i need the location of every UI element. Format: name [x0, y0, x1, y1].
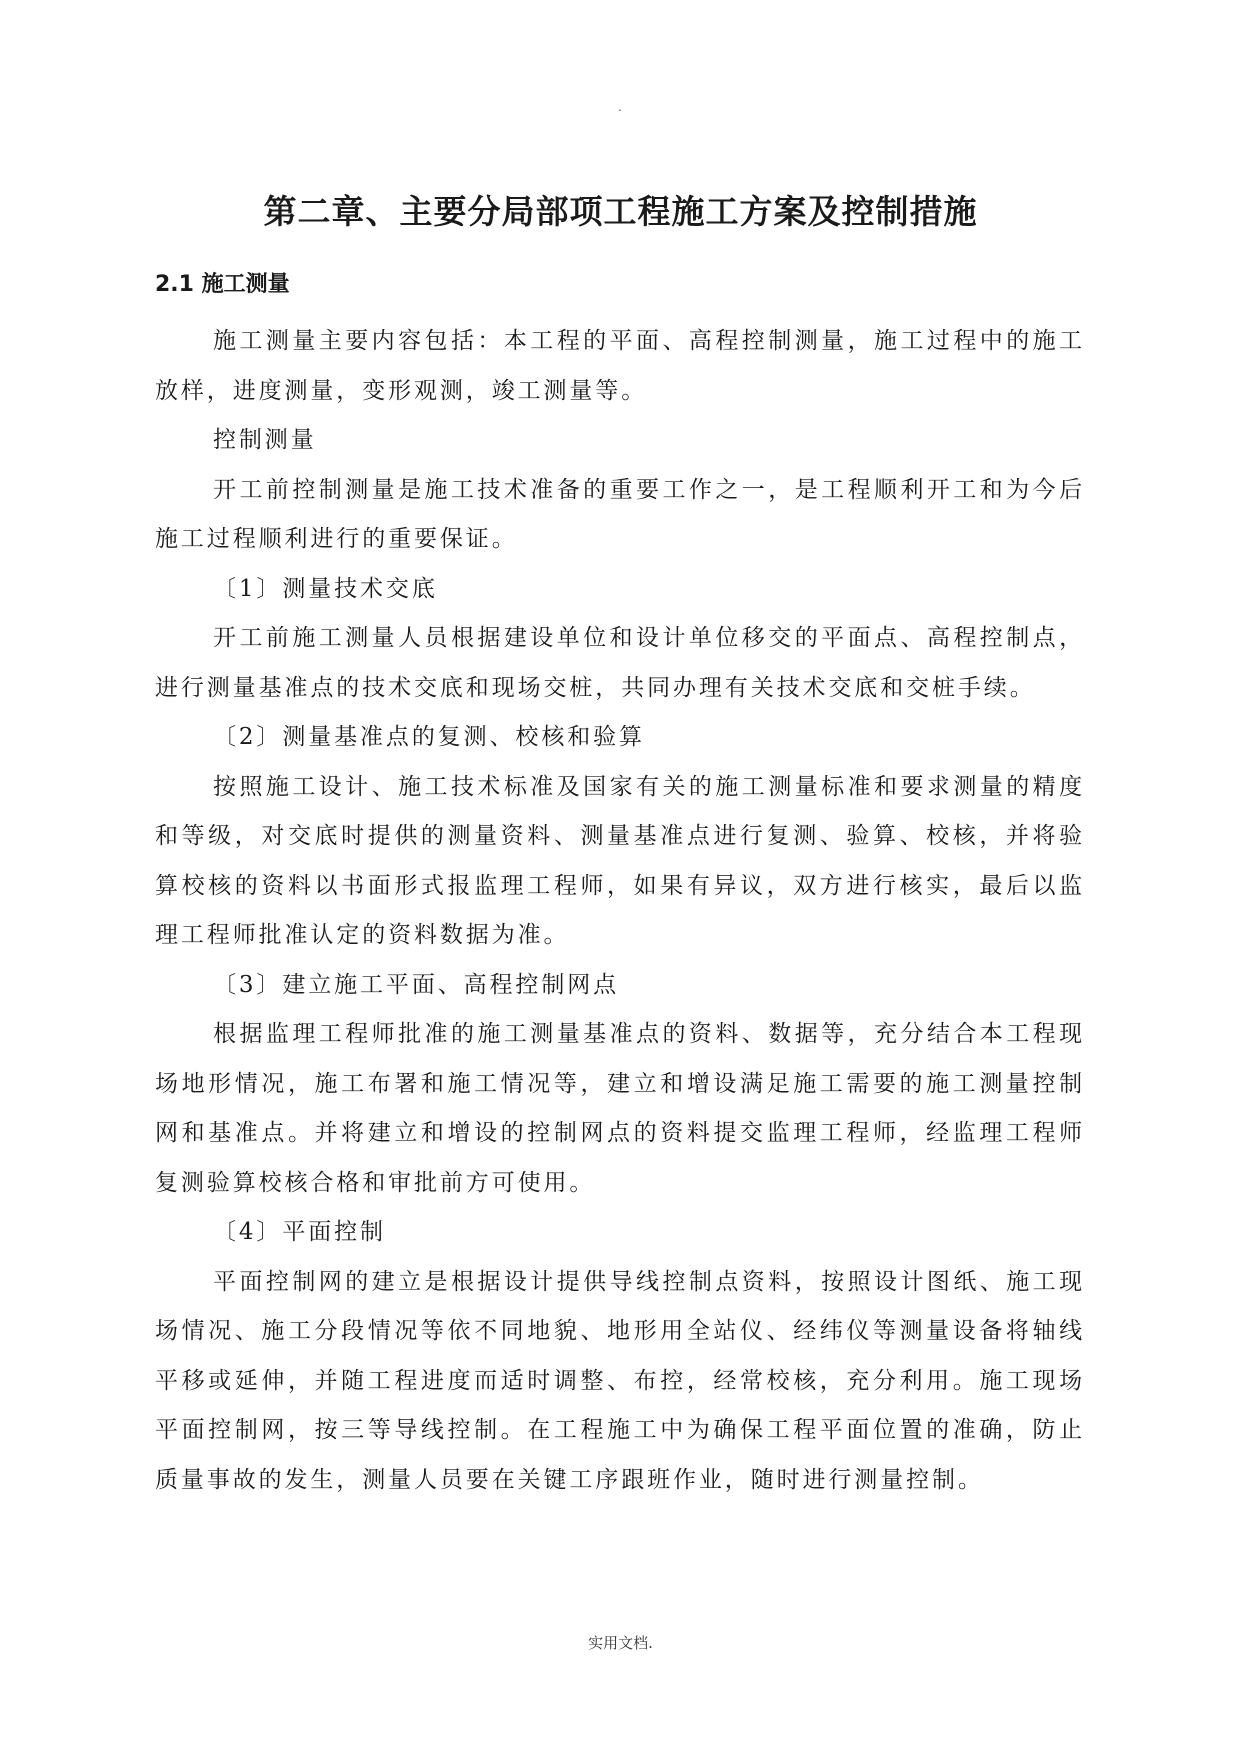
subheading-control-survey: 控制测量 — [213, 427, 317, 453]
paragraph-survey-scope: 施工测量主要内容包括：本工程的平面、高程控制测量，施工过程中的施工放样，进度测量，变形观测，竣工测量等。 — [155, 328, 1085, 404]
page-footer: 实用文档. — [588, 1634, 653, 1652]
subheading-technical-handover: 〔1〕测量技术交底 — [213, 575, 438, 602]
paragraph-benchmark-check: 按照施工设计、施工技术标准及国家有关的施工测量标准和要求测量的精度和等级，对交底时提供的测量资料、测量基准点进行复测、验算、校核，并将验算校核的资料以书面形式报监理工程师，如果有异议，双方进行核实，最后以监理工程师批准认定的资料数据为准。 — [155, 773, 1085, 948]
paragraph-plane-control: 平面控制网的建立是根据设计提供导线控制点资料，按照设计图纸、施工现场情况、施工分段情况等依不同地貌、地形用全站仪、经纬仪等测量设备将轴线平移或延伸，并随工程进度而适时调整、布控，经常校核，充分利用。施工现场平面控制网，按三等导线控制。在工程施工中为确保工程平面位置的准确，防止质量事故的发生，测量人员要在关键工序跟班作业，随时进行测量控制。 — [155, 1268, 1085, 1493]
header-mark: . — [618, 100, 622, 114]
paragraph-technical-handover: 开工前施工测量人员根据建设单位和设计单位移交的平面点、高程控制点，进行测量基准点的技术交底和现场交桩，共同办理有关技术交底和交桩手续。 — [155, 625, 1085, 701]
paragraph-control-survey: 开工前控制测量是施工技术准备的重要工作之一，是工程顺利开工和为今后施工过程顺利进行的重要保证。 — [155, 476, 1085, 552]
subheading-control-network: 〔3〕建立施工平面、高程控制网点 — [213, 971, 620, 998]
section-heading: 2.1 施工测量 — [155, 272, 290, 297]
subheading-benchmark-check: 〔2〕测量基准点的复测、校核和验算 — [213, 724, 645, 750]
document-body — [155, 270, 1085, 1505]
paragraph-control-network: 根据监理工程师批准的施工测量基准点的资料、数据等，充分结合本工程现场地形情况，施工布署和施工情况等，建立和增设满足施工需要的施工测量控制网和基准点。并将建立和增设的控制网点的资料提交监理工程师，经监理工程师复测验算校核合格和审批前方可使用。 — [155, 1021, 1085, 1196]
chapter-title: 第二章、主要分局部项工程施工方案及控制措施 — [263, 192, 978, 231]
subheading-plane-control: 〔4〕平面控制 — [213, 1219, 386, 1245]
